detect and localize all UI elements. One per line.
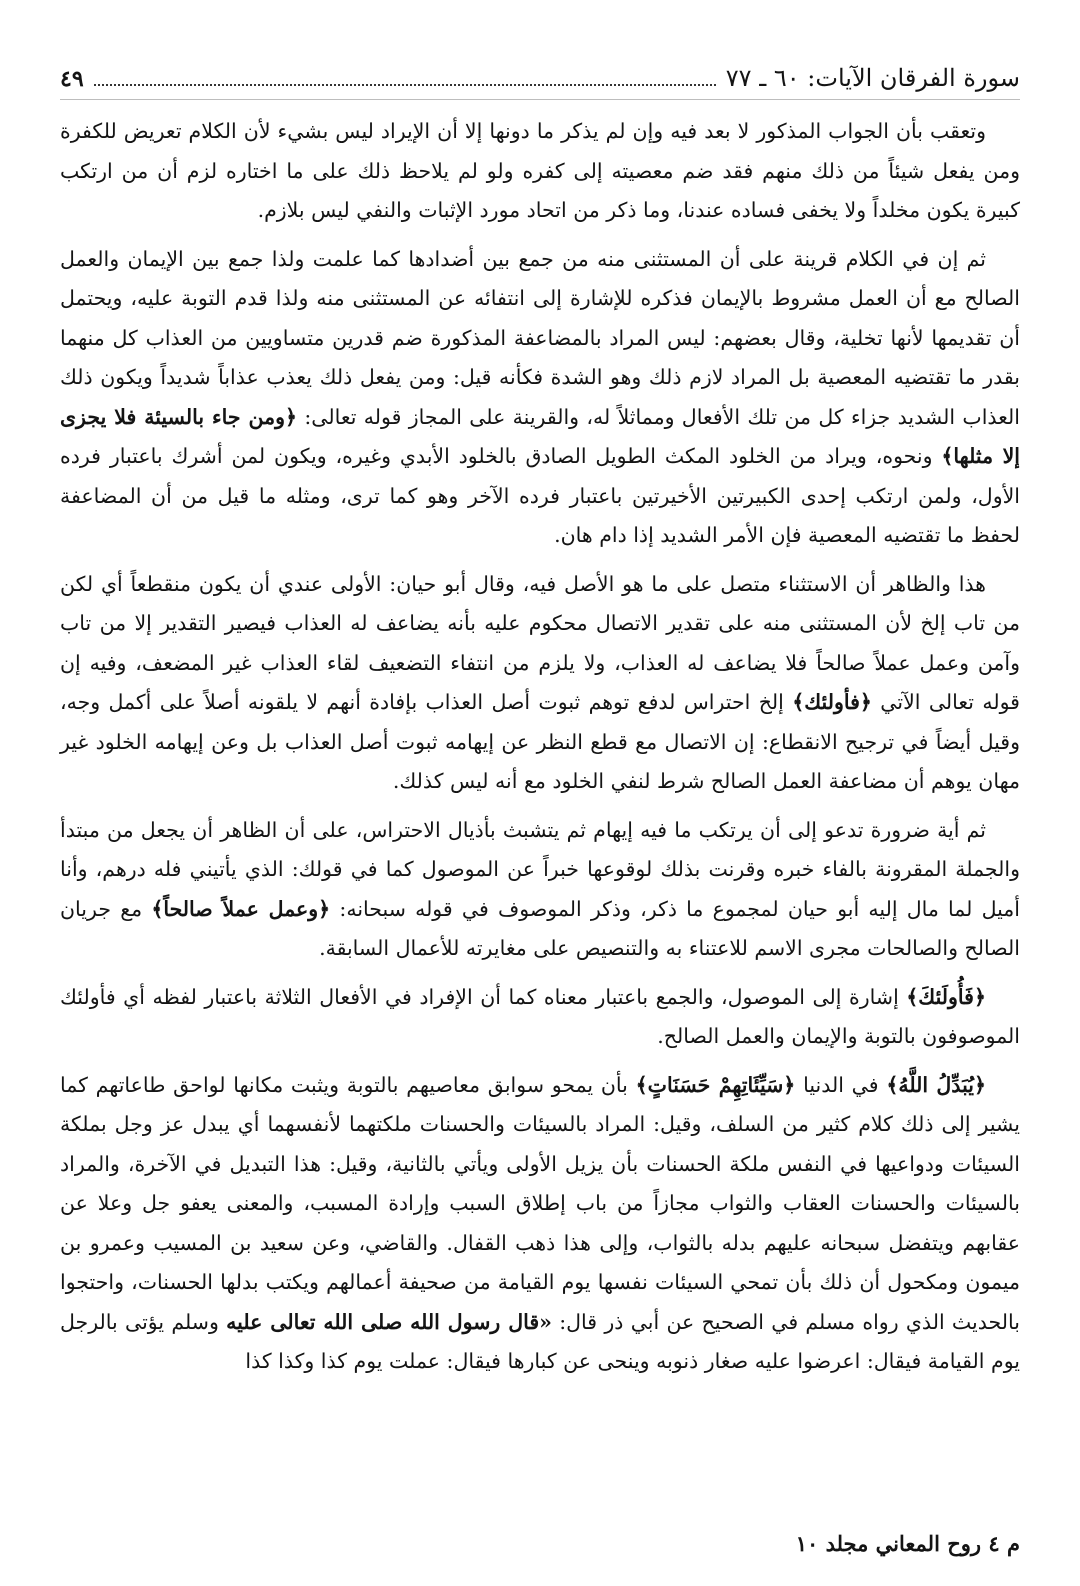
paragraph-3 xyxy=(60,565,1020,802)
header-title: سورة الفرقان الآيات: ٦٠ ـ ٧٧ xyxy=(725,64,1020,92)
paragraph-text: وتعقب بأن الجواب المذكور لا بعد فيه وإن لم يذكر ما دونها إلا أن الإيراد ليس بشيء لأن الكلام تعريض للكفرة ومن يفعل شيئاً من ذلك منهم فقد ضم معصيته إلى كفره ولو لم يلاحظ ذلك على ما اختاره لزم أن من ارتكب كبيرة يكون مخلداً ولا يخفى فساده عندنا، وما ذكر من اتحاد مورد الإثبات والنفي ليس بلازم. xyxy=(60,119,1020,222)
paragraph-text: هذا والظاهر أن الاستثناء متصل على ما هو الأصل فيه، وقال أبو حيان: الأولى عندي أن يكون منقطعاً أي لكن من تاب إلخ لأن المستثنى منه على تقدير الاتصال محكوم عليه بأنه يضاعف له العذاب فيصير التقدير إلا من تاب وآمن وعمل عملاً صالحاً فلا يضاعف له العذاب، ولا يلزم من انتفاء التضعيف لقاء العذاب غير المضعف، وفيه إن قوله تعالى الآتي xyxy=(60,571,1020,714)
page-number: ٤٩ xyxy=(60,66,84,92)
quran-quote: ﴿وعمل عملاً صالحاً﴾ xyxy=(151,896,331,921)
paragraph-text: وسلم يؤتى بالرجل يوم القيامة فيقال: اعرضوا عليه صغار ذنوبه وينحى عن كبارها فيقال: عملت يوم كذا وكذا كذا xyxy=(60,1309,1020,1373)
paragraph-text: ثم أية ضرورة تدعو إلى أن يرتكب ما فيه إيهام ثم يتشبث بأذيال الاحتراس، على أن الظاهر أن يجعل من مبتدأ والجملة المقرونة بالفاء خبره وقرنت بذلك لوقوعها خبراً عن الموصول كما في قولك: الذي يأتيني فله درهم، وأنا أميل لما مال إليه أبو حيان لمجموع ما ذكر، وذكر الموصوف في قوله سبحانه: xyxy=(60,817,1020,921)
hadith-quote: «قال رسول الله صلى الله تعالى عليه xyxy=(226,1309,552,1334)
footer-signature: م ٤ روح المعاني مجلد ١٠ xyxy=(795,1531,1020,1556)
paragraph-4 xyxy=(60,811,1020,969)
body-text xyxy=(60,112,1020,1382)
dot-leader xyxy=(94,84,716,86)
quran-quote: ﴿ومن جاء بالسيئة فلا يجزى إلا مثلها﴾ xyxy=(60,404,1020,468)
paragraph-text: ونحوه، ويراد من الخلود المكث الطويل الصادق بالخلود الأبدي وغيره، ويكون لمن أشرك باعتبار فرده الأول، ولمن ارتكب إحدى الكبيرتين الأخيرتين باعتبار فرده الآخر وهو كما ترى، ومثله ما قيل من أن المضاعفة لحفظ ما تقتضيه المعصية فإن الأمر الشديد إذا دام هان. xyxy=(60,444,1020,547)
paragraph-5 xyxy=(60,978,1020,1057)
paragraph-2 xyxy=(60,240,1020,556)
running-header xyxy=(60,62,1020,100)
quran-quote: ﴿فَأُولَئكَ﴾ xyxy=(906,984,986,1009)
paragraph-text: مع جريان الصالح والصالحات مجرى الاسم للاعتناء به والتنصيص على مغايرته للأعمال السابقة. xyxy=(60,896,1020,960)
paragraph-text: إلخ احتراس لدفع توهم ثبوت أصل العذاب بإفادة أنهم لا يلقونه أصلاً على أكمل وجه، وقيل أيضاً في ترجيح الانقطاع: إن الاتصال مع قطع النظر عن إيهامه ثبوت أصل العذاب بل وعن إيهامه الخلود غير مهان يوهم أن مضاعفة العمل الصالح شرط لنفي الخلود مع أنه ليس كذلك. xyxy=(60,690,1020,793)
paragraph-6 xyxy=(60,1066,1020,1382)
paragraph-1 xyxy=(60,112,1020,231)
paragraph-text: ثم إن في الكلام قرينة على أن المستثنى منه من جمع بين أضدادها كما علمت ولذا جمع بين الإيمان والعمل الصالح مع أن العمل مشروط بالإيمان فذكره للإشارة إلى انتفائه عن المستثنى منه ولذا قدم التوبة عليه، ويحتمل أن تقديمها لأنها تخلية، وقال بعضهم: ليس المراد بالمضاعفة المذكورة ضم قدرين متساويين من العذاب كل منهما بقدر ما تقتضيه المعصية بل المراد لازم ذلك وهو الشدة فكأنه قيل: ومن يفعل ذلك يعذب عذاباً شديداً ويكون ذلك العذاب الشديد جزاء كل من تلك الأفعال ومماثلاً له، والقرينة على المجاز قوله تعالى: xyxy=(60,246,1020,429)
paragraph-text: بأن يمحو سوابق معاصيهم بالتوبة ويثبت مكانها لواحق طاعاتهم كما يشير إلى ذلك كلام كثير من السلف، وقيل: المراد بالسيئات والحسنات ملكتهما لأنفسهما أي يبدل عز وجل بملكة السيئات ودواعيها في النفس ملكة الحسنات بأن يزيل الأولى ويأتي بالثانية، وقيل: هذا التبديل في الآخرة، والمراد بالسيئات والحسنات العقاب والثواب مجازاً من باب إطلاق السبب وإرادة المسبب، والمعنى يعفو جل وعلا عن عقابهم ويتفضل سبحانه عليهم بدله بالثواب، وإلى هذا ذهب القفال. والقاضي، وعن سعيد بن المسيب وعمرو بن ميمون ومكحول أن ذلك بأن تمحي السيئات نفسها يوم القيامة من صحيفة أعمالهم ويكتب بدلها الحسنات، واحتجوا بالحديث الذي رواه مسلم في الصحيح عن أبي ذر قال: xyxy=(60,1072,1020,1334)
paragraph-text: إشارة إلى الموصول، والجمع باعتبار معناه كما أن الإفراد في الأفعال الثلاثة باعتبار لفظه أي فأولئك الموصوفون بالتوبة والإيمان والعمل الصالح. xyxy=(60,984,1020,1048)
paragraph-text: في الدنيا xyxy=(803,1072,879,1097)
quran-quote: ﴿سَيِّئَاتِهِمْ حَسَنَاتٍ﴾ xyxy=(635,1072,796,1097)
quran-quote: ﴿يُبَدِّلُ اللَّهُ﴾ xyxy=(886,1072,986,1097)
quran-quote: ﴿فأولئك﴾ xyxy=(792,690,872,714)
